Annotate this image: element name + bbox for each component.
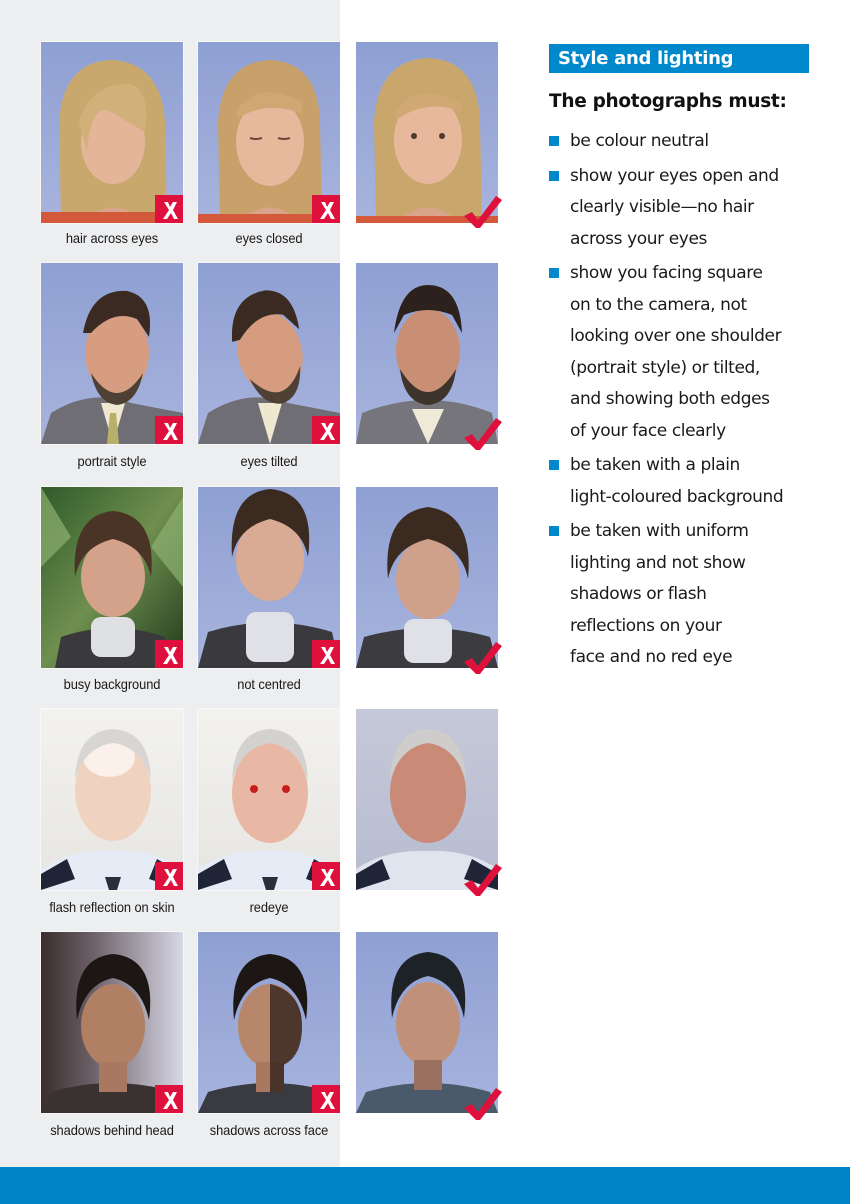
- square-bullet-icon: [549, 171, 559, 181]
- photo-caption: eyes closed: [235, 230, 303, 246]
- list-item-text: clearly visible—no hair: [570, 197, 754, 217]
- list-item-text: across your eyes: [570, 228, 707, 249]
- list-item-text: show you facing square: [570, 263, 763, 283]
- list-item-text: and showing both edges: [570, 389, 770, 409]
- photo-wrong-not-centred: [198, 487, 340, 668]
- wrong-badge: [312, 862, 340, 890]
- cross-icon: [159, 644, 181, 666]
- square-bullet-icon: [549, 460, 559, 470]
- photo-wrong-hair-across-eyes: [41, 42, 183, 223]
- wrong-badge: [155, 416, 183, 444]
- wrong-badge: [312, 416, 340, 444]
- list-item: [549, 161, 839, 256]
- wrong-badge: [155, 1085, 183, 1113]
- list-item-text: be taken with uniform: [570, 521, 749, 541]
- square-bullet-icon: [549, 268, 559, 278]
- photo-wrong-shadows-behind-head: [41, 932, 183, 1113]
- footer-band: [0, 1167, 850, 1204]
- list-item-text: on to the camera, not: [570, 294, 747, 315]
- wrong-badge: [155, 195, 183, 223]
- photo-caption: shadows across face: [209, 1122, 329, 1138]
- list-item-text: be taken with a plain: [570, 455, 740, 475]
- tick-icon: [462, 416, 502, 452]
- cross-icon: [316, 420, 338, 442]
- section-title: Style and lighting: [549, 44, 809, 73]
- cross-icon: [159, 866, 181, 888]
- photo-caption: not centred: [237, 676, 301, 692]
- requirements-list: [549, 126, 839, 677]
- tick-icon: [462, 1086, 502, 1122]
- list-item-text: reflections on your: [570, 615, 722, 636]
- list-item-text: face and no red eye: [570, 647, 733, 667]
- tick-icon: [462, 640, 502, 676]
- photo-caption: flash reflection on skin: [49, 899, 175, 915]
- tick-icon: [462, 862, 502, 898]
- photo-wrong-eyes-tilted: [198, 263, 340, 444]
- list-item-text: light-coloured background: [570, 486, 784, 507]
- cross-icon: [316, 1089, 338, 1111]
- section-subtitle: The photographs must:: [549, 91, 787, 112]
- wrong-badge: [312, 640, 340, 668]
- wrong-badge: [312, 195, 340, 223]
- list-item: [549, 126, 839, 158]
- cross-icon: [316, 866, 338, 888]
- photo-caption: redeye: [249, 899, 289, 915]
- wrong-badge: [312, 1085, 340, 1113]
- photo-wrong-busy-background: [41, 487, 183, 668]
- photo-caption: portrait style: [77, 453, 147, 469]
- photo-wrong-portrait-style: [41, 263, 183, 444]
- square-bullet-icon: [549, 526, 559, 536]
- photo-wrong-flash-reflection: [41, 709, 183, 890]
- cross-icon: [316, 199, 338, 221]
- wrong-badge: [155, 640, 183, 668]
- list-item: [549, 450, 839, 513]
- cross-icon: [316, 644, 338, 666]
- list-item: [549, 258, 839, 447]
- list-item-text: shadows or flash: [570, 584, 707, 604]
- photo-caption: eyes tilted: [240, 453, 298, 469]
- list-item-text: be colour neutral: [570, 131, 709, 151]
- cross-icon: [159, 199, 181, 221]
- tick-icon: [462, 194, 502, 230]
- square-bullet-icon: [549, 136, 559, 146]
- list-item-text: lighting and not show: [570, 552, 746, 573]
- photo-wrong-redeye: [198, 709, 340, 890]
- photo-caption: busy background: [63, 676, 161, 692]
- list-item-text: looking over one shoulder: [570, 326, 782, 346]
- list-item: [549, 516, 839, 674]
- photo-caption: hair across eyes: [65, 230, 159, 246]
- cross-icon: [159, 1089, 181, 1111]
- wrong-badge: [155, 862, 183, 890]
- cross-icon: [159, 420, 181, 442]
- photo-wrong-eyes-closed: [198, 42, 340, 223]
- list-item-text: of your face clearly: [570, 420, 726, 441]
- list-item-text: (portrait style) or tilted,: [570, 357, 760, 378]
- photo-caption: shadows behind head: [50, 1122, 174, 1138]
- photo-wrong-shadows-across-face: [198, 932, 340, 1113]
- list-item-text: show your eyes open and: [570, 165, 779, 186]
